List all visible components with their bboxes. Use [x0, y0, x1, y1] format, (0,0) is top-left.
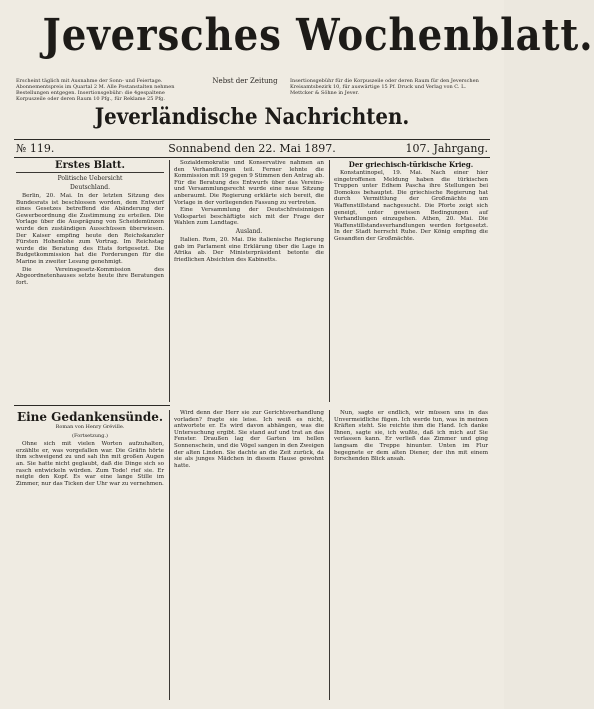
issue-number: № 119. — [16, 142, 55, 155]
novel-byline: Roman von Henry Gréville. — [55, 424, 125, 430]
novel-text: Wird denn der Herr sie zur Gerichtsverhandlung vorladen? fragte sie leise. Ich weiß es nicht, antwortete er. Es wird davon abhängen, was die Untersuchung ergibt. Sie stand auf und trat an das Fenster. Draußen lag der Garten im hellen Sonnenschein, und die Vögel sangen in den Zweigen der alten Linden. Sie dachte an die Zeit zurück, da sie als junges Mädchen in diesem Hause gewohnt hatte. — [174, 410, 324, 469]
column-middle — [174, 160, 324, 402]
article-text-3: Italien. Rom, 20. Mai. Die italienische Regierung gab im Parlament eine Erklärung über die Lage in Afrika ab. Der Ministerpräsident betonte die friedlichen Absichten des Kabinetts. — [174, 236, 324, 263]
column-divider — [169, 160, 170, 402]
article-text: Berlin, 20. Mai. In der letzten Sitzung des Bundesrats ist beschlossen worden, dem Entwurf eines Gesetzes betreffend die Abänderung der Gewerbeordnung die Zustimmung zu erteilen. Die Vorlage über die Ausprägung von Scheidemünzen wurde den zuständigen Ausschüssen überwiesen. Der Kaiser empfing heute den Reichskanzler Fürsten Hohenlohe zum Vortrag. Im Reichstag wurde die Beratung des Etats fortgesetzt. Die Budgetkommission hat die Forderungen für die Marine in zweiter Lesung genehmigt. — [16, 193, 164, 265]
section-title: Erstes Blatt. — [16, 160, 164, 173]
dateline — [16, 142, 488, 156]
masthead-info-center: Nebst der Zeitung — [212, 77, 278, 85]
novel-text: Ohne sich mit vielen Worten aufzuhalten, erzählte er, was vorgefallen war. Die Gräfin hörte ihm schweigend zu und sah ihn mit großen Augen an. Sie hatte nicht geglaubt, daß die Dinge sich so rasch entwickeln würden. Zum Tode! rief sie. Er neigte den Kopf. Es war eine lange Stille im Zimmer, nur das Ticken der Uhr war zu vernehmen. — [16, 441, 164, 487]
column-war — [334, 160, 488, 402]
column-politics — [16, 160, 164, 402]
rule-top — [14, 139, 490, 140]
masthead-info-right: Insertionsgebühr für die Korpuszeile oder deren Raum für den Jeverschen Kreisamtsbezirk 10, für auswärtige 15 Pf. Druck und Verlag von C. L. Mettcker & Söhne in Jever. — [290, 78, 479, 96]
section-country: Deutschland. — [69, 184, 111, 191]
column-novel-2 — [174, 410, 324, 700]
masthead-title: Jeversches Wochenblatt. — [42, 10, 594, 61]
war-title: Der griechisch-türkische Krieg. — [348, 160, 474, 169]
story-rule — [14, 405, 170, 406]
masthead-info-left: Erscheint täglich mit Ausnahme der Sonn- und Feiertage. Abonnementspreis im Quartal 2 M. Alle Postanstalten nehmen Bestellungen entgegen. Insertionsgebühr: die 4gespaltene Korpuszeile oder deren Raum 10 Pfg., für Reklame 25 Pfg. — [16, 78, 175, 102]
column-novel-3 — [334, 410, 488, 700]
section-subtitle: Politische Uebersicht — [57, 175, 123, 182]
column-divider — [329, 410, 330, 700]
article-text: Sozialdemokratie und Konservative nahmen an den Verhandlungen teil. Ferner lehnte die Kommission mit 19 gegen 9 Stimmen den Antrag ab. Für die Beratung des Entwurfs über das Vereins- und Versammlungsrecht wurde eine neue Sitzung anberaumt. Die Regierung erklärte sich bereit, die Vorlage in der vorliegenden Fassung zu vertreten. — [174, 160, 324, 206]
subhead-title: Jeverländische Nachrichten. — [94, 104, 410, 130]
article-text: Konstantinopel, 19. Mai. Nach einer hier eingetroffenen Meldung haben die türkischen Truppen unter Edhem Pascha ihre Stellungen bei Domokos behauptet. Die griechische Regierung hat durch Vermittlung der Großmächte um Waffenstillstand nachgesucht. Die Pforte zeigt sich geneigt, unter gewissen Bedingungen auf Verhandlungen einzugehen. Athen, 20. Mai. Die Waffenstillstandsverhandlungen werden fortgesetzt. In der Stadt herrscht Ruhe. Der König empfing die Gesandten der Großmächte. — [334, 170, 488, 242]
issue-year: 107. Jahrgang. — [405, 142, 488, 155]
novel-continuation: (Fortsetzung.) — [72, 432, 108, 439]
section-abroad: Ausland. — [235, 227, 263, 235]
article-text-2: Die Vereinsgesetz-Kommission des Abgeordnetenhauses setzte heute ihre Beratungen fort. — [16, 266, 164, 286]
issue-date: Sonnabend den 22. Mai 1897. — [168, 142, 336, 155]
column-novel — [16, 410, 164, 700]
rule-bottom — [14, 157, 490, 158]
column-divider — [169, 410, 170, 700]
novel-title: Eine Gedankensünde. — [16, 410, 164, 424]
novel-text: Nun, sagte er endlich, wir müssen uns in das Unvermeidliche fügen. Ich werde tun, was in meinen Kräften steht. Sie reichte ihm die Hand. Ich danke Ihnen, sagte sie, ich wußte, daß ich mich auf Sie verlassen kann. Er verließ das Zimmer und ging langsam die Treppe hinunter. Unten im Flur begegnete er dem alten Diener, der ihn mit einem forschenden Blick ansah. — [334, 410, 488, 463]
article-text-2: Eine Versammlung der Deutschfreisinnigen Volkspartei beschäftigte sich mit der Frage der Wahlen zum Landtage. — [174, 207, 324, 227]
column-divider — [329, 160, 330, 402]
